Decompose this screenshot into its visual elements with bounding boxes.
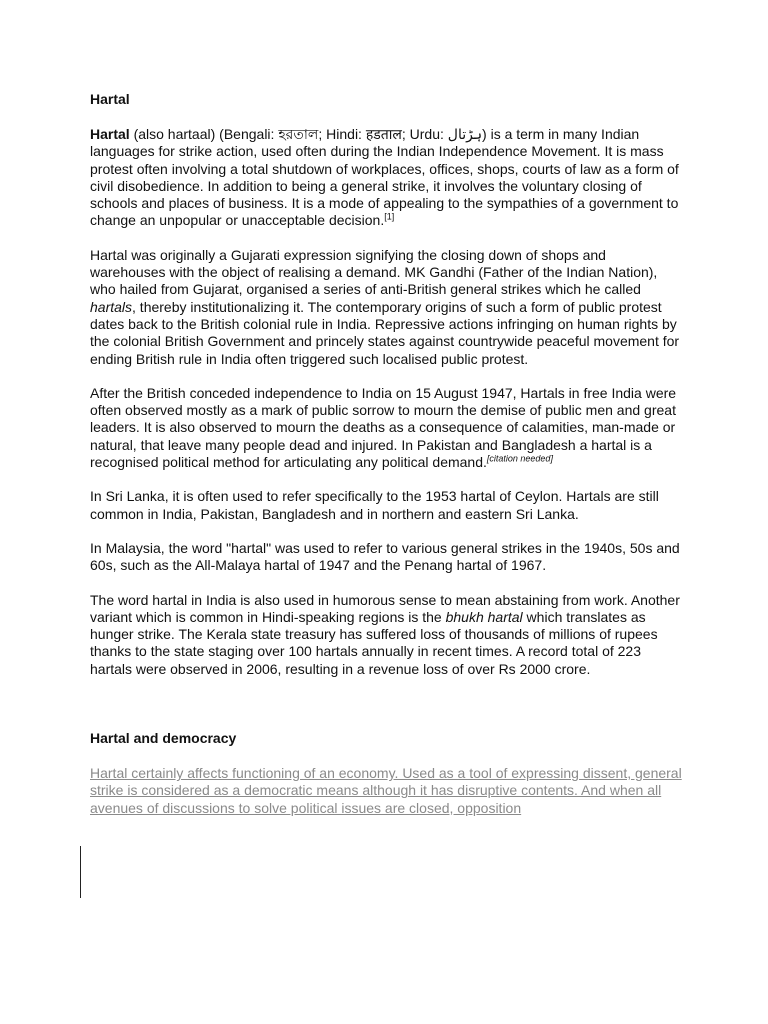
citation-needed[interactable]: [citation needed] — [486, 453, 553, 464]
paragraph-definition — [90, 126, 682, 230]
humorous-text-b: which translates as hunger strike. The Kerala state treasury has suffered loss of thousands of millions of rupees thanks to the state staging over 100 hartals annually in recent times. A record total of 223 hartals were observed in 2006, resulting in a revenue loss of over Rs 2000 crore. — [90, 608, 658, 677]
paragraph-independence — [90, 385, 682, 471]
origin-text-a: Hartal was originally a Gujarati expression signifying the closing down of shops and warehouses with the object of realising a demand. MK Gandhi (Father of the Indian Nation), who hailed from Gujarat, organised a series of anti-British general strikes which he called — [90, 246, 658, 298]
reference-link[interactable]: [1] — [384, 211, 395, 222]
humorous-italic: bhukh hartal — [445, 608, 523, 625]
revision-change-bar — [80, 846, 81, 898]
origin-italic: hartals — [90, 298, 133, 315]
term-bold: Hartal — [90, 126, 130, 142]
paragraph-humorous — [90, 592, 682, 678]
paragraph-origin — [90, 247, 682, 368]
definition-text: (also hartaal) (Bengali: হরতাল; Hindi: हडताल; Urdu: ہڑتال) is a term in many Indian languages for strike action, used often during the Indian Independence Movement. It is mass protest often involving a total shutdown of workplaces, offices, shops, courts of law as a form of civil disobedience. In addition to being a general strike, it involves the voluntary closing of schools and places of business. It is a mode of appealing to the sympathies of a government to change an unpopular or unacceptable decision. — [90, 126, 679, 229]
section-heading-hartal: Hartal — [90, 91, 130, 107]
document-body — [90, 89, 682, 817]
humorous-text-a: The word hartal in India is also used in humorous sense to mean abstaining from work. Another variant which is common in Hindi-speaking regions is the — [90, 591, 680, 625]
deleted-paragraph-democracy: Hartal certainly affects functioning of an economy. Used as a tool of expressing dissent, general strike is considered as a democratic means although it has disruptive contents. And when all avenues of discussions to solve political issues are closed, opposition — [90, 765, 682, 816]
paragraph-sri-lanka: In Sri Lanka, it is often used to refer specifically to the 1953 hartal of Ceylon. Hartals are still common in India, Pakistan, Bangladesh and in northern and eastern Sri Lanka. — [90, 488, 659, 522]
section-heading-democracy: Hartal and democracy — [90, 730, 237, 747]
paragraph-malaysia: In Malaysia, the word "hartal" was used to refer to various general strikes in the 1940s, 50s and 60s, such as the All-Malaya hartal of 1947 and the Penang hartal of 1967. — [90, 539, 680, 574]
independence-text: After the British conceded independence to India on 15 August 1947, Hartals in free India were often observed mostly as a mark of public sorrow to mourn the demise of public men and great leaders. It is also observed to mourn the deaths as a consequence of calamities, man-made or natural, that leave many people dead and injured. In Pakistan and Bangladesh a hartal is a recognised political method for articulating any political demand. — [90, 384, 677, 471]
origin-text-b: , thereby institutionalizing it. The contemporary origins of such a form of public protest dates back to the British colonial rule in India. Repressive actions infringing on human rights by the colonial British Government and princely states against countrywide peaceful movement for ending British rule in India often triggered such localised public protest. — [90, 298, 680, 367]
